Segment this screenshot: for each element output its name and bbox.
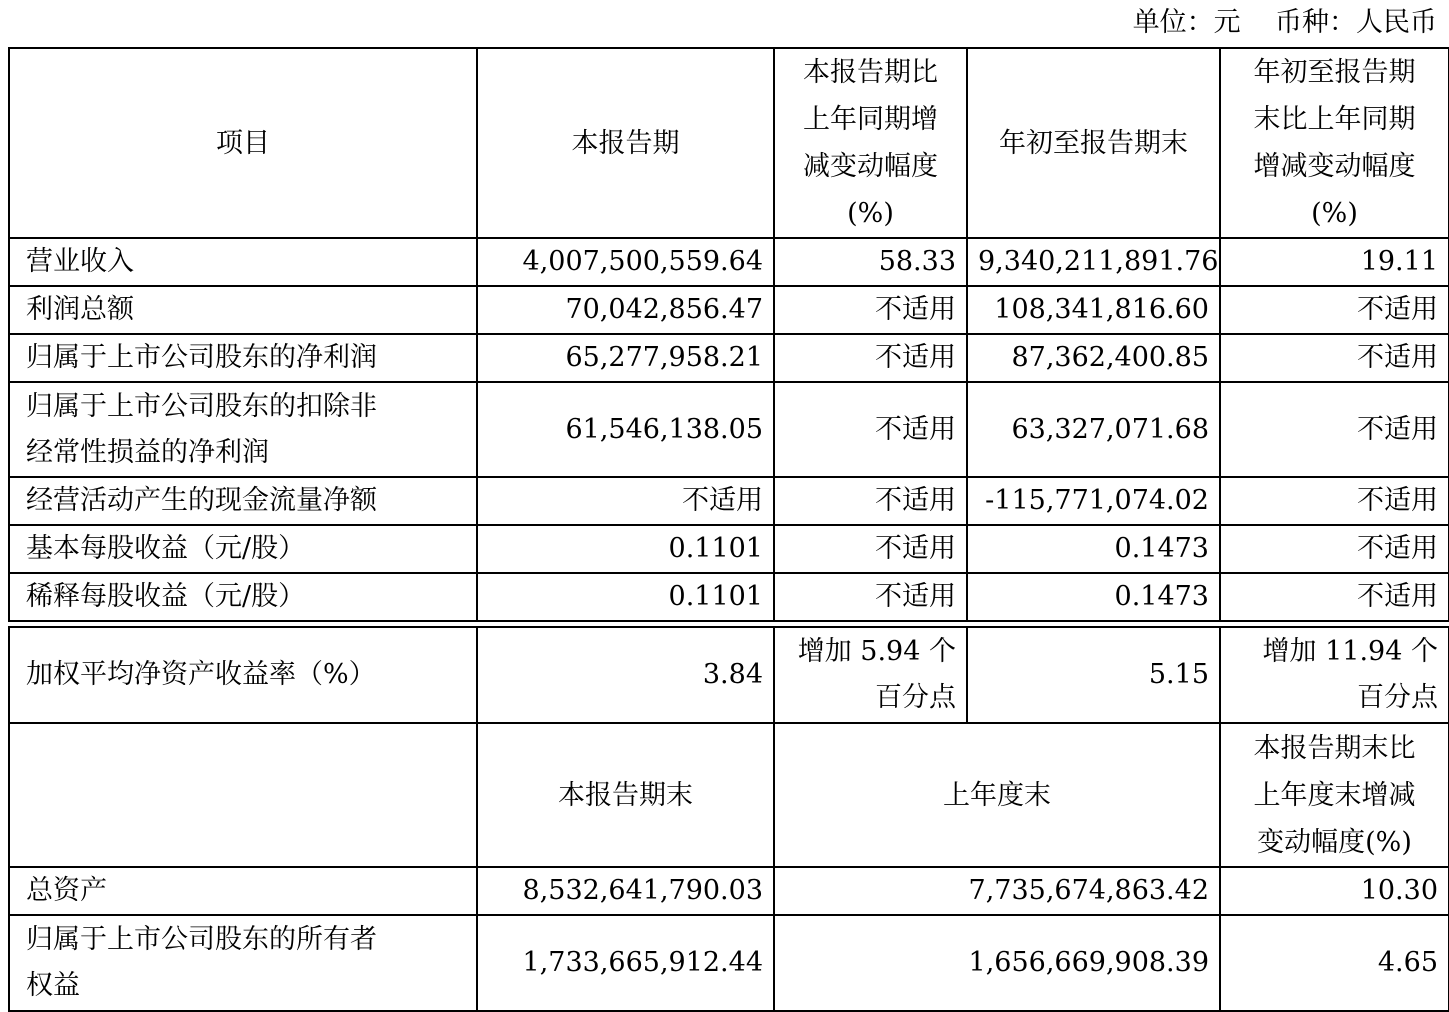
table-row xyxy=(9,525,1449,573)
header-current-change: 本报告期比 上年同期增 减变动幅度 (%) xyxy=(774,48,967,238)
header-balance-change: 本报告期末比 上年度末增减 变动幅度(%) xyxy=(1220,723,1449,867)
row-ytd-value: 9,340,211,891.76 xyxy=(967,238,1220,286)
row-ytd-change: 不适用 xyxy=(1220,334,1449,382)
row-current-value: 61,546,138.05 xyxy=(477,382,774,477)
table-row xyxy=(9,286,1449,334)
table-row xyxy=(9,382,1449,477)
row-period-end-value: 1,733,665,912.44 xyxy=(477,915,774,1011)
header-prior-year-end: 上年度末 xyxy=(774,723,1220,867)
row-ytd-value: 87,362,400.85 xyxy=(967,334,1220,382)
row-ytd-value: 63,327,071.68 xyxy=(967,382,1220,477)
table-row xyxy=(9,915,1449,1011)
roe-ytd: 5.15 xyxy=(967,627,1220,723)
row-item-label: 总资产 xyxy=(9,867,477,915)
row-balance-change: 10.30 xyxy=(1220,867,1449,915)
roe-ytd-change: 增加 11.94 个 百分点 xyxy=(1220,627,1449,723)
header-ytd: 年初至报告期末 xyxy=(967,48,1220,238)
row-current-value: 0.1101 xyxy=(477,573,774,621)
header-current-period: 本报告期 xyxy=(477,48,774,238)
row-ytd-change: 不适用 xyxy=(1220,525,1449,573)
roe-and-assets-table xyxy=(8,626,1449,1012)
row-item-label: 营业收入 xyxy=(9,238,477,286)
row-current-value: 65,277,958.21 xyxy=(477,334,774,382)
table-header-row xyxy=(9,48,1449,238)
row-ytd-change: 不适用 xyxy=(1220,573,1449,621)
row-item-label: 利润总额 xyxy=(9,286,477,334)
row-ytd-change: 不适用 xyxy=(1220,382,1449,477)
table-row xyxy=(9,334,1449,382)
table-row xyxy=(9,867,1449,915)
row-current-change: 不适用 xyxy=(774,334,967,382)
row-ytd-change: 不适用 xyxy=(1220,477,1449,525)
row-period-end-value: 8,532,641,790.03 xyxy=(477,867,774,915)
row-current-change: 不适用 xyxy=(774,382,967,477)
row-ytd-value: 0.1473 xyxy=(967,573,1220,621)
row-current-value: 70,042,856.47 xyxy=(477,286,774,334)
row-current-change: 58.33 xyxy=(774,238,967,286)
row-ytd-change: 19.11 xyxy=(1220,238,1449,286)
unit-currency-note: 单位：元 币种：人民币 xyxy=(1132,7,1437,38)
row-balance-change: 4.65 xyxy=(1220,915,1449,1011)
row-current-value: 4,007,500,559.64 xyxy=(477,238,774,286)
header-ytd-change: 年初至报告期 末比上年同期 增减变动幅度 (%) xyxy=(1220,48,1449,238)
row-item-label: 归属于上市公司股东的净利润 xyxy=(9,334,477,382)
row-item-label: 稀释每股收益（元/股） xyxy=(9,573,477,621)
row-ytd-change: 不适用 xyxy=(1220,286,1449,334)
key-financial-data-table xyxy=(8,47,1449,622)
row-current-value: 0.1101 xyxy=(477,525,774,573)
row-ytd-value: 108,341,816.60 xyxy=(967,286,1220,334)
roe-row xyxy=(9,627,1449,723)
row-prior-year-end-value: 1,656,669,908.39 xyxy=(774,915,1220,1011)
row-ytd-value: 0.1473 xyxy=(967,525,1220,573)
header-period-end: 本报告期末 xyxy=(477,723,774,867)
roe-current-change: 增加 5.94 个 百分点 xyxy=(774,627,967,723)
row-ytd-value: -115,771,074.02 xyxy=(967,477,1220,525)
row-item-label: 基本每股收益（元/股） xyxy=(9,525,477,573)
row-current-value: 不适用 xyxy=(477,477,774,525)
row-prior-year-end-value: 7,735,674,863.42 xyxy=(774,867,1220,915)
row-current-change: 不适用 xyxy=(774,573,967,621)
row-current-change: 不适用 xyxy=(774,525,967,573)
table-row xyxy=(9,477,1449,525)
table-row xyxy=(9,238,1449,286)
row-current-change: 不适用 xyxy=(774,477,967,525)
table-row xyxy=(9,573,1449,621)
roe-label: 加权平均净资产收益率（%） xyxy=(9,627,477,723)
row-current-change: 不适用 xyxy=(774,286,967,334)
row-item-label: 归属于上市公司股东的所有者 权益 xyxy=(9,915,477,1011)
row-item-label: 归属于上市公司股东的扣除非 经常性损益的净利润 xyxy=(9,382,477,477)
balance-header-item xyxy=(9,723,477,867)
header-item: 项目 xyxy=(9,48,477,238)
balance-header-row xyxy=(9,723,1449,867)
roe-current: 3.84 xyxy=(477,627,774,723)
row-item-label: 经营活动产生的现金流量净额 xyxy=(9,477,477,525)
